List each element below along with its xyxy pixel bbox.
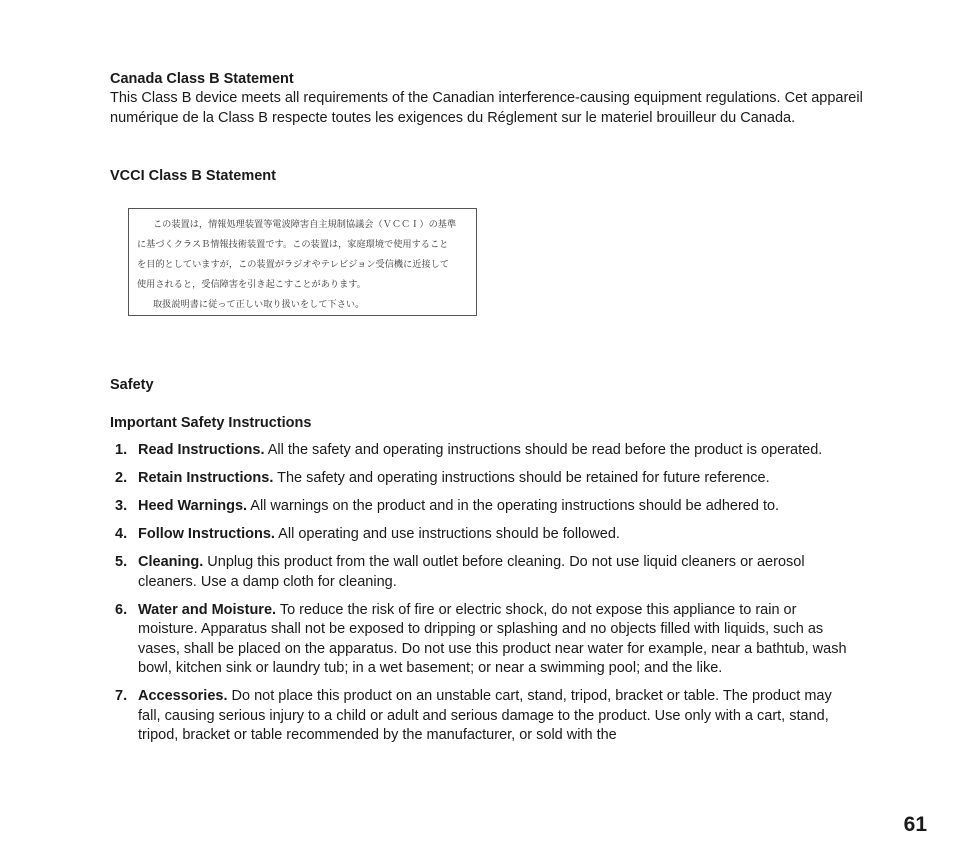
item-text: The safety and operating instructions should be retained for future reference. — [273, 469, 770, 486]
safety-instruction-item — [110, 687, 850, 746]
item-number: 6. — [115, 601, 128, 618]
canada-statement-heading: Canada Class B Statement — [110, 71, 294, 87]
safety-heading: Safety — [110, 377, 154, 393]
item-number: 2. — [115, 469, 128, 486]
safety-instruction-item — [110, 525, 850, 545]
item-text: To reduce the risk of fire or electric shock, do not expose this appliance to rain or moisture. Apparatus shall not be exposed to dripping or splashing and no objects filled with liquids, such as vases, shall be placed on the apparatus. Do not use this product near water for example, near a bathtub, wash bowl, kitchen sink or laundry tub; in a wet basement; or near a swimming pool; and the like. — [138, 601, 847, 677]
vcci-line: 取扱説明書に従って正しい取り扱いをして下さい。 — [153, 299, 365, 310]
safety-instruction-item — [110, 497, 850, 517]
item-number: 4. — [115, 525, 128, 542]
vcci-statement-heading: VCCI Class B Statement — [110, 168, 276, 184]
item-title: Water and Moisture. — [138, 601, 277, 618]
item-number: 7. — [115, 688, 128, 705]
canada-statement-body: This Class B device meets all requirements of the Canadian interference-causing equipment regulations. Cet appareil numérique de la Class B respecte toutes les exigences du Réglement sur le materiel brouilleur du Canada. — [110, 90, 863, 126]
item-number: 5. — [115, 553, 128, 570]
safety-instruction-item — [110, 601, 850, 679]
item-title: Follow Instructions. — [138, 525, 275, 542]
item-title: Cleaning. — [138, 553, 204, 570]
safety-instruction-item — [110, 553, 850, 592]
vcci-line: この装置は，情報処理装置等電波障害自主規制協議会（ＶＣＣＩ）の基準 — [153, 219, 457, 230]
item-text: All operating and use instructions should be followed. — [274, 525, 620, 542]
item-number: 3. — [115, 497, 128, 514]
safety-instruction-item — [110, 469, 850, 489]
item-title: Accessories. — [138, 688, 228, 705]
vcci-line: 使用されると，受信障害を引き起こすことがあります。 — [137, 279, 366, 290]
page-number: 61 — [903, 813, 927, 836]
item-text: Unplug this product from the wall outlet before cleaning. Do not use liquid cleaners or aerosol cleaners. Use a damp cloth for cleaning. — [138, 553, 805, 590]
item-text: All warnings on the product and in the operating instructions should be adhered to. — [247, 497, 780, 514]
safety-instruction-item — [110, 441, 850, 461]
item-text: All the safety and operating instructions should be read before the product is operated. — [264, 442, 823, 458]
vcci-statement-image — [128, 208, 477, 316]
vcci-line: に基づくクラスＢ情報技術装置です。この装置は，家庭環境で使用すること — [137, 239, 449, 250]
item-title: Retain Instructions. — [138, 469, 274, 486]
vcci-line: を目的としていますが，この装置がラジオやテレビジョン受信機に近接して — [137, 259, 450, 270]
safety-instructions-list — [110, 441, 850, 754]
item-title: Heed Warnings. — [138, 497, 248, 514]
item-text: Do not place this product on an unstable cart, stand, tripod, bracket or table. The product may fall, causing serious injury to a child or adult and serious damage to the product. Use only with a cart, stand, tripod, bracket or table recommended by the manufacturer, or sold with the — [138, 688, 832, 744]
item-number: 1. — [115, 442, 128, 458]
important-safety-instructions-heading: Important Safety Instructions — [110, 415, 312, 431]
item-title: Read Instructions. — [138, 442, 265, 458]
